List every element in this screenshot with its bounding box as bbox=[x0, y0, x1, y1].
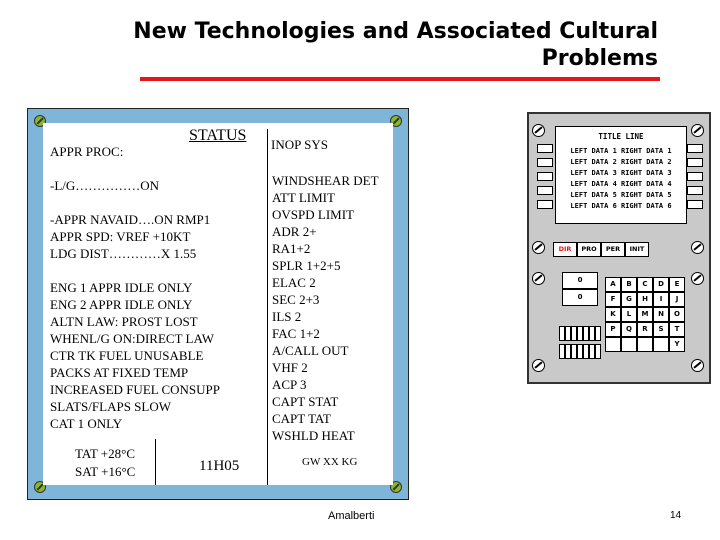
inop-item: SEC 2+3 bbox=[272, 292, 320, 307]
mcdu-data-line: LEFT DATA 6 RIGHT DATA 6 bbox=[570, 202, 672, 210]
procedure-line: SLATS/FLAPS SLOW bbox=[50, 399, 171, 414]
alpha-key[interactable]: E bbox=[669, 277, 685, 292]
mcdu-panel bbox=[527, 112, 711, 384]
perf-key[interactable]: PER bbox=[601, 242, 625, 257]
digit-key[interactable]: 0 bbox=[562, 272, 598, 289]
appr-proc-heading: APPR PROC: bbox=[50, 144, 124, 159]
temp-divider bbox=[155, 439, 156, 485]
procedure-line: ENG 2 APPR IDLE ONLY bbox=[50, 297, 193, 312]
alpha-key[interactable]: Q bbox=[621, 322, 637, 337]
knob-icon[interactable] bbox=[532, 359, 545, 372]
time-readout: 11H05 bbox=[199, 458, 240, 474]
alpha-key[interactable]: O bbox=[669, 307, 685, 322]
line-select-key[interactable] bbox=[687, 158, 703, 167]
alpha-key[interactable]: A bbox=[605, 277, 621, 292]
inop-item: ILS 2 bbox=[272, 309, 302, 324]
title-underline bbox=[140, 77, 660, 81]
inop-item: ACP 3 bbox=[272, 377, 307, 392]
alpha-key[interactable]: G bbox=[621, 292, 637, 307]
alpha-key[interactable] bbox=[605, 337, 621, 352]
alpha-key[interactable]: P bbox=[605, 322, 621, 337]
alpha-key[interactable]: L bbox=[621, 307, 637, 322]
line-select-key[interactable] bbox=[537, 158, 553, 167]
inop-item: WINDSHEAR DET bbox=[272, 173, 379, 188]
slide-title bbox=[58, 18, 658, 72]
alpha-key[interactable] bbox=[637, 337, 653, 352]
line-select-key[interactable] bbox=[687, 186, 703, 195]
alpha-key[interactable]: J bbox=[669, 292, 685, 307]
line-select-key[interactable] bbox=[687, 172, 703, 181]
line-select-key[interactable] bbox=[537, 186, 553, 195]
brightness-knob-icon[interactable] bbox=[691, 124, 704, 137]
alpha-key[interactable]: B bbox=[621, 277, 637, 292]
sat-readout: SAT +16°C bbox=[75, 464, 136, 479]
author-footer: Amalberti bbox=[328, 510, 375, 522]
line-select-key[interactable] bbox=[537, 144, 553, 153]
alpha-key[interactable]: D bbox=[653, 277, 669, 292]
mcdu-data-line: LEFT DATA 5 RIGHT DATA 5 bbox=[570, 191, 672, 199]
mcdu-data-line: LEFT DATA 4 RIGHT DATA 4 bbox=[570, 180, 672, 188]
alpha-key[interactable]: Y bbox=[669, 337, 685, 352]
alpha-key[interactable]: F bbox=[605, 292, 621, 307]
procedure-line: ENG 1 APPR IDLE ONLY bbox=[50, 280, 193, 295]
alpha-key[interactable]: C bbox=[637, 277, 653, 292]
alpha-key[interactable]: I bbox=[653, 292, 669, 307]
inop-item: CAPT STAT bbox=[272, 394, 339, 409]
alpha-key[interactable] bbox=[621, 337, 637, 352]
line-select-key[interactable] bbox=[537, 200, 553, 209]
alpha-key[interactable]: N bbox=[653, 307, 669, 322]
alpha-key[interactable]: S bbox=[653, 322, 669, 337]
procedure-line: ALTN LAW: PROST LOST bbox=[50, 314, 198, 329]
procedure-line: PACKS AT FIXED TEMP bbox=[50, 365, 189, 380]
gross-weight-readout: GW XX KG bbox=[302, 456, 358, 468]
knob-icon[interactable] bbox=[532, 241, 545, 254]
inop-item: RA1+2 bbox=[272, 241, 311, 256]
knob-icon[interactable] bbox=[691, 272, 704, 285]
procedure-line: -APPR NAVAID….ON RMP1 bbox=[50, 212, 211, 227]
inop-item: OVSPD LIMIT bbox=[272, 207, 354, 222]
dir-key[interactable]: DIR bbox=[553, 242, 577, 257]
brightness-knob-icon[interactable] bbox=[532, 124, 545, 137]
prog-key[interactable]: PRO bbox=[577, 242, 601, 257]
inop-item: ELAC 2 bbox=[272, 275, 316, 290]
line-select-key[interactable] bbox=[537, 172, 553, 181]
inop-item: A/CALL OUT bbox=[272, 343, 349, 358]
procedure-line: INCREASED FUEL CONSUPP bbox=[50, 382, 220, 397]
procedure-line: LDG DIST…………X 1.55 bbox=[50, 246, 197, 261]
alpha-key[interactable] bbox=[653, 337, 669, 352]
procedure-line: CTR TK FUEL UNUSABLE bbox=[50, 348, 204, 363]
alpha-key[interactable]: R bbox=[637, 322, 653, 337]
inop-item: SPLR 1+2+5 bbox=[272, 258, 341, 273]
center-divider bbox=[267, 129, 268, 485]
page-number: 14 bbox=[670, 510, 682, 521]
inop-item: CAPT TAT bbox=[272, 411, 331, 426]
status-heading: STATUS bbox=[189, 127, 247, 144]
procedure-line: WHENL/G ON:DIRECT LAW bbox=[50, 331, 215, 346]
slide-title-line-1: New Technologies and Associated Cultural bbox=[133, 19, 658, 44]
mcdu-title-line: TITLE LINE bbox=[598, 132, 644, 141]
alpha-key[interactable]: H bbox=[637, 292, 653, 307]
alpha-key[interactable]: T bbox=[669, 322, 685, 337]
mcdu-data-line: LEFT DATA 2 RIGHT DATA 2 bbox=[570, 158, 672, 166]
init-key[interactable]: INIT bbox=[625, 242, 649, 257]
mcdu-data-line: LEFT DATA 1 RIGHT DATA 1 bbox=[570, 147, 672, 155]
procedure-line: CAT 1 ONLY bbox=[50, 416, 123, 431]
inop-heading: INOP SYS bbox=[271, 137, 328, 152]
procedure-line: APPR SPD: VREF +10KT bbox=[50, 229, 191, 244]
inop-item: VHF 2 bbox=[272, 360, 308, 375]
inop-item: ATT LIMIT bbox=[272, 190, 335, 205]
mcdu-data-line: LEFT DATA 3 RIGHT DATA 3 bbox=[570, 169, 672, 177]
slide-title-line-2: Problems bbox=[541, 46, 658, 71]
knob-icon[interactable] bbox=[691, 359, 704, 372]
line-select-key[interactable] bbox=[687, 144, 703, 153]
procedure-line: -L/G……………ON bbox=[50, 178, 160, 193]
knob-icon[interactable] bbox=[532, 272, 545, 285]
inop-item: FAC 1+2 bbox=[272, 326, 320, 341]
inop-item: WSHLD HEAT bbox=[272, 428, 355, 443]
knob-icon[interactable] bbox=[691, 241, 704, 254]
alpha-key[interactable]: M bbox=[637, 307, 653, 322]
digit-key[interactable]: 0 bbox=[562, 289, 598, 306]
alpha-key[interactable]: K bbox=[605, 307, 621, 322]
tat-readout: TAT +28°C bbox=[75, 446, 136, 461]
inop-item: ADR 2+ bbox=[272, 224, 317, 239]
line-select-key[interactable] bbox=[687, 200, 703, 209]
mcdu-screen bbox=[555, 126, 687, 224]
